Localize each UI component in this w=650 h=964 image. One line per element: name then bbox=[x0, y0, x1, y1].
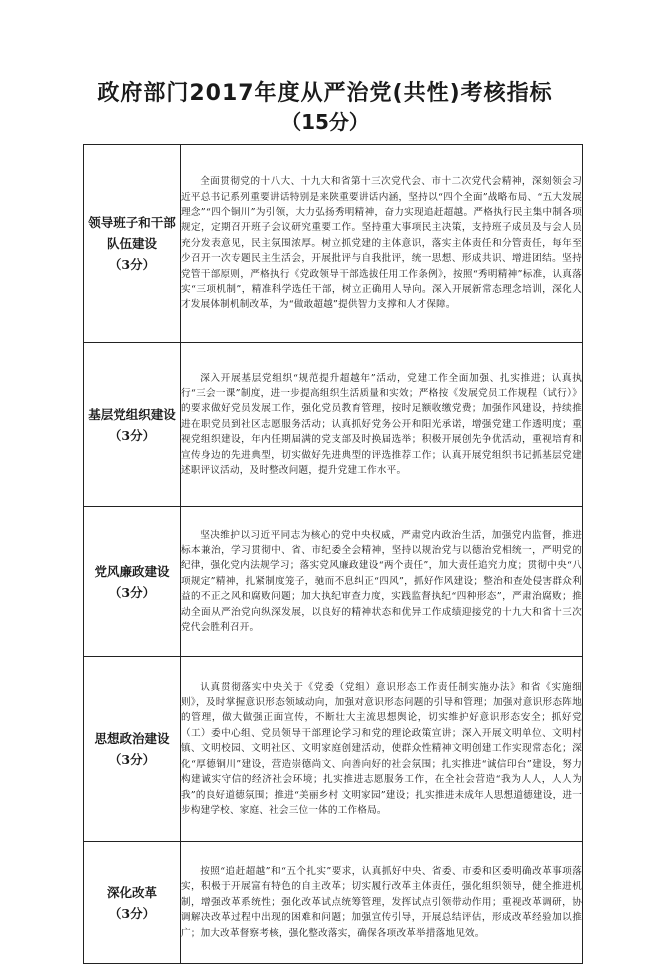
category-cell bbox=[84, 507, 181, 657]
category-score: （3分） bbox=[108, 257, 156, 272]
category-label: 思想政治建设 bbox=[94, 731, 170, 746]
category-score: （3分） bbox=[108, 427, 156, 443]
category-cell bbox=[84, 657, 181, 842]
document-subtitle: （15分） bbox=[281, 110, 369, 134]
metrics-table bbox=[83, 144, 583, 964]
category-cell bbox=[84, 343, 181, 507]
table-row bbox=[84, 842, 583, 964]
description-cell: 认真贯彻落实中央关于《党委（党组）意识形态工作责任制实施办法》和省《实施细则》，及时掌握意识形态领域动向，加强对意识形态问题的引导和管理；加强对意识形态阵地的管理，做大做强正面宣传，不断壮大主流思想舆论，切实维护好意识形态安全；抓好党（工）委中心组、党员领导干部理论学习和党的理论政策宣讲；深入开展文明单位、文明村镇、文明校园、文明社区、文明家庭创建活动，使群众性精神文明创建工作实现常态化；深化“厚德铜川”建设，营造崇德尚文、向善向好的社会氛围；扎实推进“诚信印台”建设，努力构建诚实守信的经济社会环境；扎实推进志愿服务工作，在全社会营造“我为人人，人人为我”的良好道德氛围；推进“美丽乡村 文明家园”建设；扎实推进未成年人思想道德建设，进一步构建学校、家庭、社会三位一体的工作格局。 bbox=[181, 657, 583, 842]
category-cell bbox=[84, 842, 181, 964]
category-cell bbox=[84, 145, 181, 343]
category-label: 基层党组织建设 bbox=[88, 406, 176, 422]
description-cell: 深入开展基层党组织“规范提升超越年”活动，党建工作全面加强、扎实推进；认真执行“三会一课”制度，进一步提高组织生活质量和实效；严格按《发展党员工作规程（试行）》的要求做好党员发展工作，强化党员教育管理，按时足额收缴党费；加强作风建设，持续推进在职党员到社区志愿服务活动；认真抓好党务公开和阳光承诺，增强党建工作透明度；重视党组织建设，年内任期届满的党支部及时换届选举；积极开展创先争优活动，重视培育和宣传身边的先进典型，切实做好先进典型的评选推荐工作；认真开展党组织书记抓基层党建述职评议活动，及时整改问题，提升党建工作水平。 bbox=[181, 343, 583, 507]
table-row bbox=[84, 507, 583, 657]
category-score: （3分） bbox=[108, 584, 156, 600]
description-cell: 坚决维护以习近平同志为核心的党中央权威，严肃党内政治生活，加强党内监督，推进标本兼治，学习贯彻中、省、市纪委全会精神，坚持以规治党与以德治党相统一，严明党的纪律，强化党内法规学习；落实党风廉政建设“两个责任”，加大责任追究力度；贯彻中央“八项规定”精神，扎紧制度笼子，驰而不息纠正“四风”，抓好作风建设；整治和查处侵害群众利益的不正之风和腐败问题；加大执纪审查力度，实践监督执纪“四种形态”，严肃治腐败；推动全面从严治党向纵深发展，以良好的精神状态和优异工作成绩迎接党的十九大和省十三次党代会胜利召开。 bbox=[181, 507, 583, 657]
category-label: 深化改革 bbox=[106, 884, 157, 900]
table-row bbox=[84, 343, 583, 507]
description-cell: 全面贯彻党的十八大、十九大和省第十三次党代会、市十二次党代会精神，深刻领会习近平总书记系列重要讲话特别是来陕重要讲话内涵，坚持以“四个全面”战略布局、“五大发展理念”“四个铜川”为引领，大力弘扬秀明精神，奋力实现追赶超越。严格执行民主集中制各项规定，定期召开班子会议研究重要工作。坚持重大事项民主决策，支持班子成员及与会人员充分发表意见，民主氛围浓厚。树立抓党建的主体意识，落实主体责任和分管责任，每年至少召开一次专题民主生活会，开展批评与自我批评，统一思想、形成共识、增进团结。坚持党管干部原则，严格执行《党政领导干部选拔任用工作条例》，按照“秀明精神”标准，认真落实“三项机制”，精准科学选任干部，树立正确用人导向。深入开展新常态理念培训，深化人才发展体制机制改革，为“做敢超越”提供智力支撑和人才保障。 bbox=[181, 145, 583, 343]
document-title: 政府部门2017年度从严治党(共性)考核指标 bbox=[97, 81, 553, 106]
category-label: 党风廉政建设 bbox=[94, 563, 170, 579]
description-cell: 按照“追赶超越”和“五个扎实”要求，认真抓好中央、省委、市委和区委明确改革事项落实，积极于开展富有特色的自主改革；切实履行改革主体责任，强化组织领导，健全推进机制，增强改革系统性；强化改革试点统筹管理，发挥试点引领带动作用；重视改革调研，协调解决改革过程中出现的困难和问题；加强宣传引导，开展总结评估，形成改革经验加以推广；加大改革督察考核，强化整改落实，确保各项改革举措落地见效。 bbox=[181, 842, 583, 964]
table-row bbox=[84, 145, 583, 343]
category-label: 领导班子和干部队伍建设 bbox=[88, 215, 176, 251]
category-score: （3分） bbox=[108, 905, 156, 921]
category-score: （3分） bbox=[108, 752, 156, 767]
table-row bbox=[84, 657, 583, 842]
